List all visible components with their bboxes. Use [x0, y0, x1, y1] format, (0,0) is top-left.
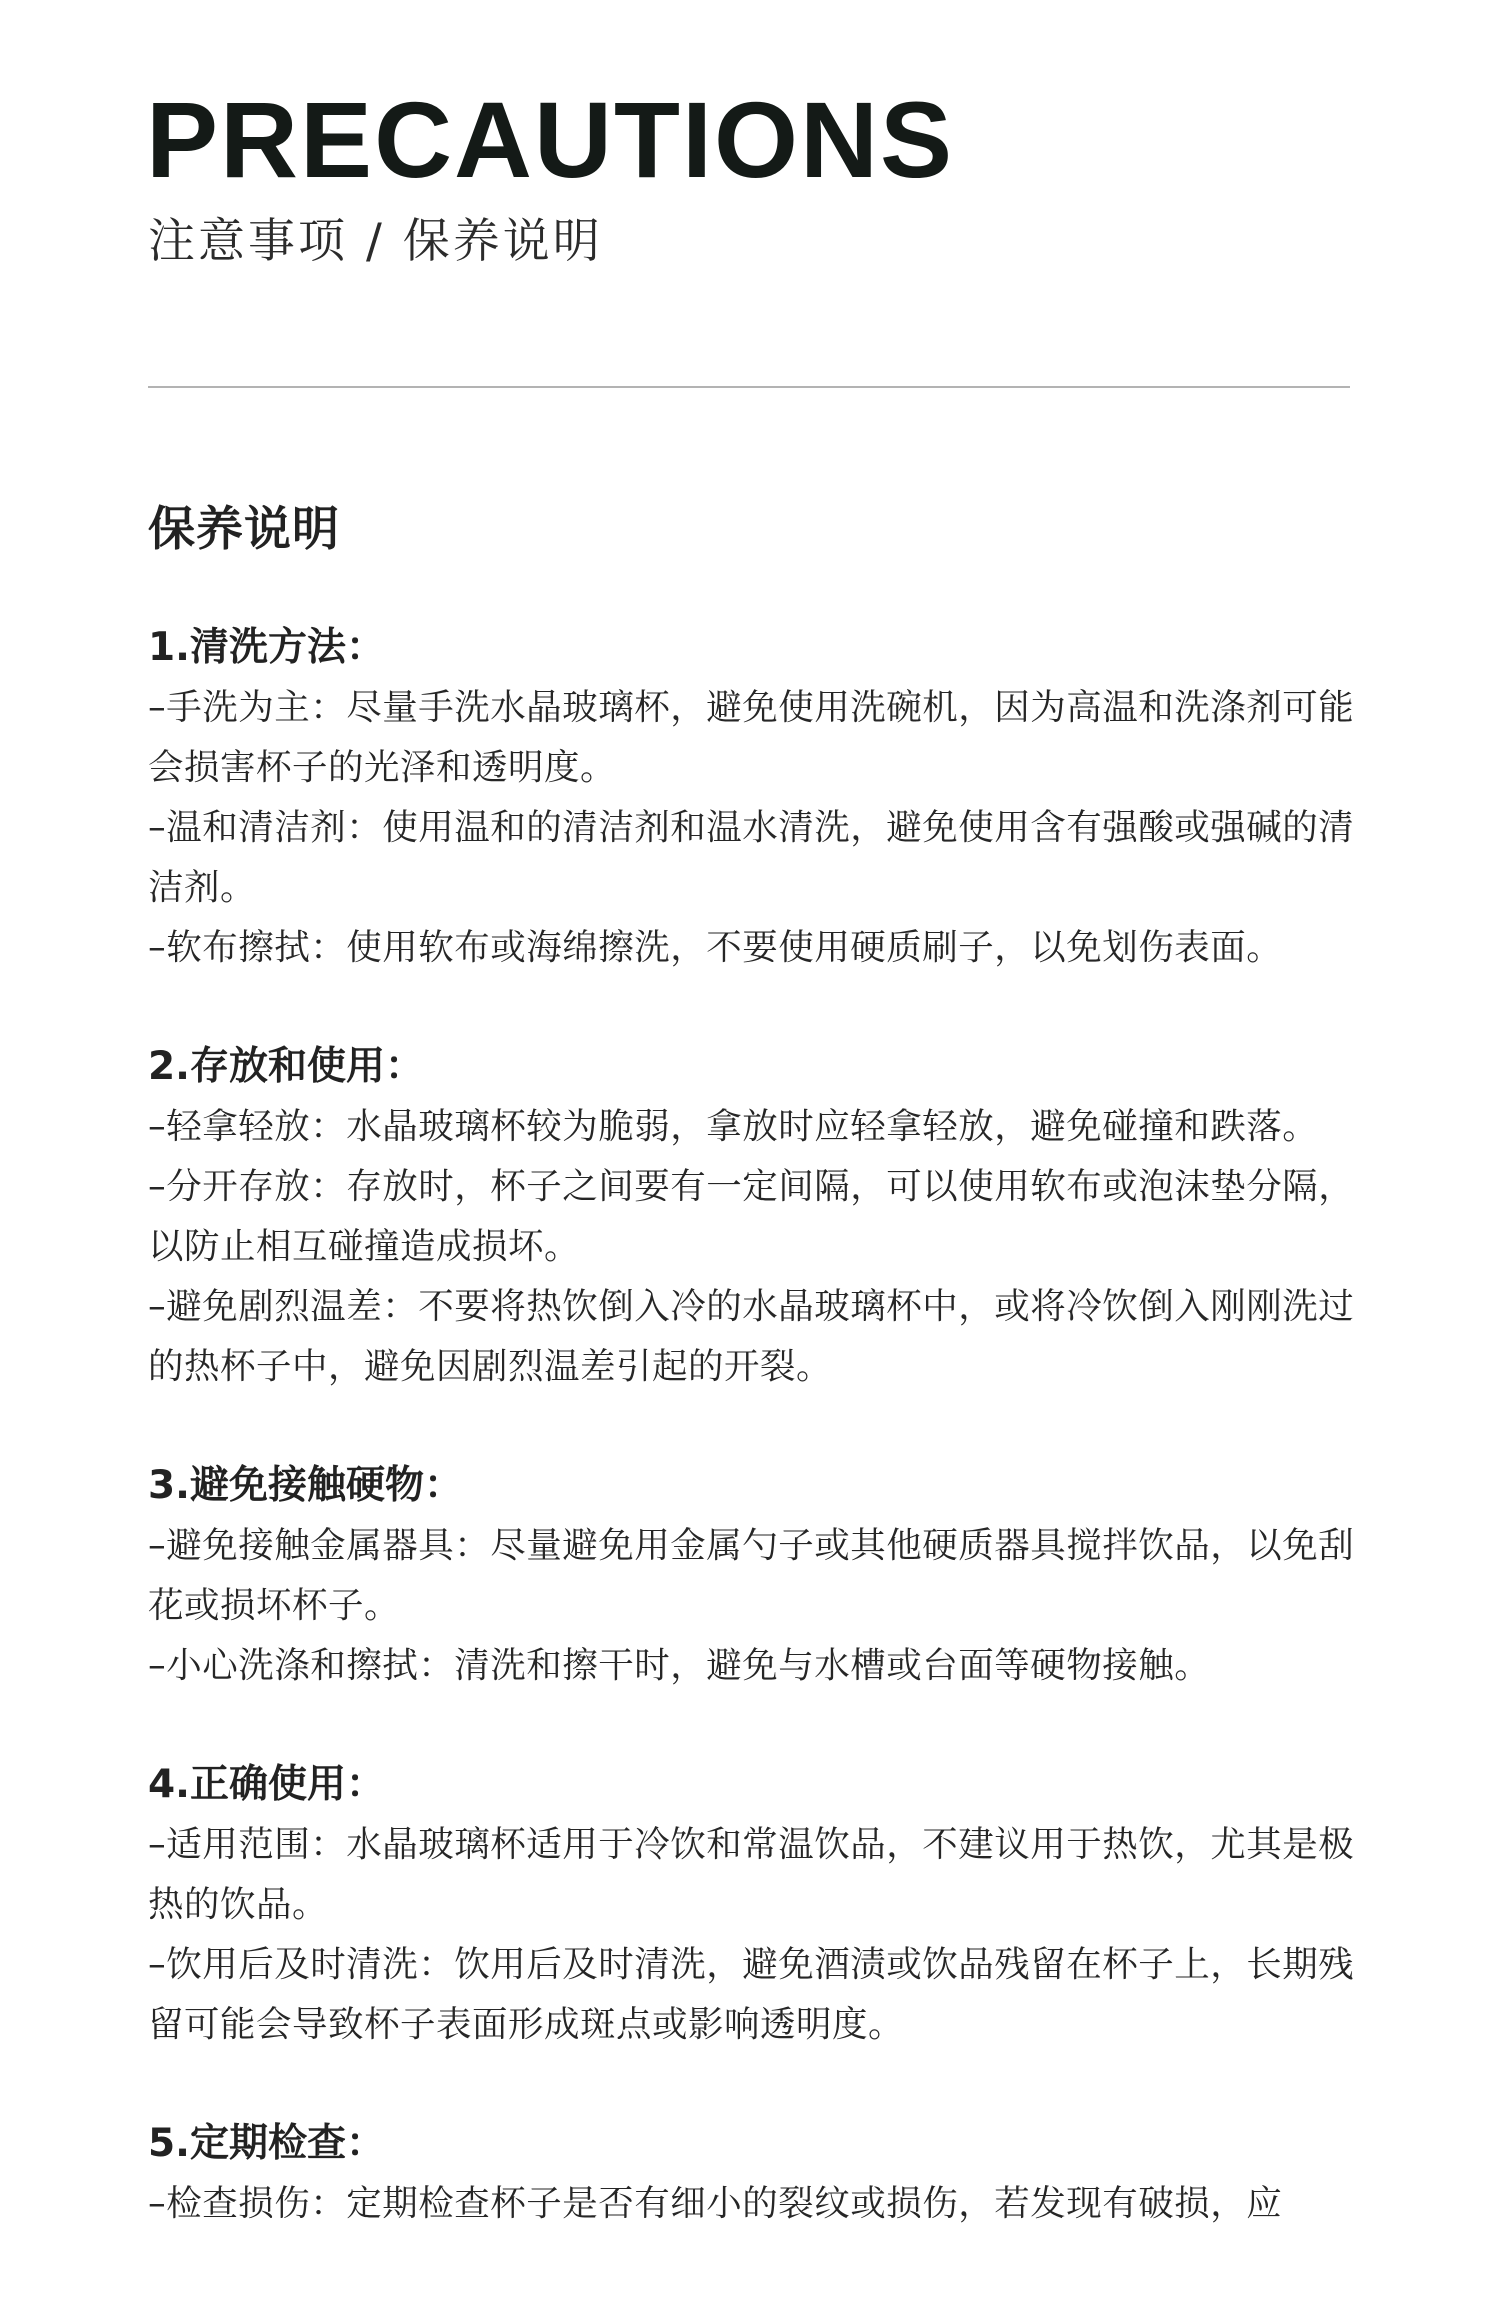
care-heading: 保养说明 — [148, 502, 340, 557]
list-item: –手洗为主：尽量手洗水晶玻璃杯，避免使用洗碗机，因为高温和洗涤剂可能会损害杯子的光泽和透明度。 — [148, 687, 1355, 788]
list-item: –检查损伤：定期检查杯子是否有细小的裂纹或损伤，若发现有破损，应 — [148, 2183, 1283, 2224]
section-title: 2.存放和使用： — [148, 1044, 424, 1089]
section-inspection — [148, 2114, 1358, 2234]
section-hard-objects — [148, 1456, 1358, 1696]
page-subtitle: 注意事项 / 保养说明 — [148, 214, 603, 269]
divider — [148, 386, 1350, 388]
care-content — [148, 500, 1358, 2293]
section-title: 3.避免接触硬物： — [148, 1463, 463, 1508]
section-storage — [148, 1037, 1358, 1397]
list-item: –轻拿轻放：水晶玻璃杯较为脆弱，拿放时应轻拿轻放，避免碰撞和跌落。 — [148, 1106, 1319, 1147]
section-title: 4.正确使用： — [148, 1762, 385, 1807]
list-item: –软布擦拭：使用软布或海绵擦洗，不要使用硬质刷子，以免划伤表面。 — [148, 927, 1283, 968]
section-title: 5.定期检查： — [148, 2121, 385, 2166]
section-cleaning — [148, 618, 1358, 978]
list-item: –避免接触金属器具：尽量避免用金属勺子或其他硬质器具搅拌饮品，以免刮花或损坏杯子。 — [148, 1525, 1355, 1626]
section-title: 1.清洗方法： — [148, 625, 385, 670]
list-item: –分开存放：存放时，杯子之间要有一定间隔，可以使用软布或泡沫垫分隔，以防止相互碰撞造成损坏。 — [148, 1166, 1355, 1267]
list-item: –避免剧烈温差：不要将热饮倒入冷的水晶玻璃杯中，或将冷饮倒入刚刚洗过的热杯子中，避免因剧烈温差引起的开裂。 — [148, 1286, 1355, 1387]
list-item: –饮用后及时清洗：饮用后及时清洗，避免酒渍或饮品残留在杯子上，长期残留可能会导致杯子表面形成斑点或影响透明度。 — [148, 1944, 1355, 2045]
section-proper-use — [148, 1755, 1358, 2055]
list-item: –小心洗涤和擦拭：清洗和擦干时，避免与水槽或台面等硬物接触。 — [148, 1645, 1211, 1686]
page-title: PRECAUTIONS — [146, 79, 955, 200]
list-item: –温和清洁剂：使用温和的清洁剂和温水清洗，避免使用含有强酸或强碱的清洁剂。 — [148, 807, 1355, 908]
list-item: –适用范围：水晶玻璃杯适用于冷饮和常温饮品，不建议用于热饮，尤其是极热的饮品。 — [148, 1824, 1355, 1925]
